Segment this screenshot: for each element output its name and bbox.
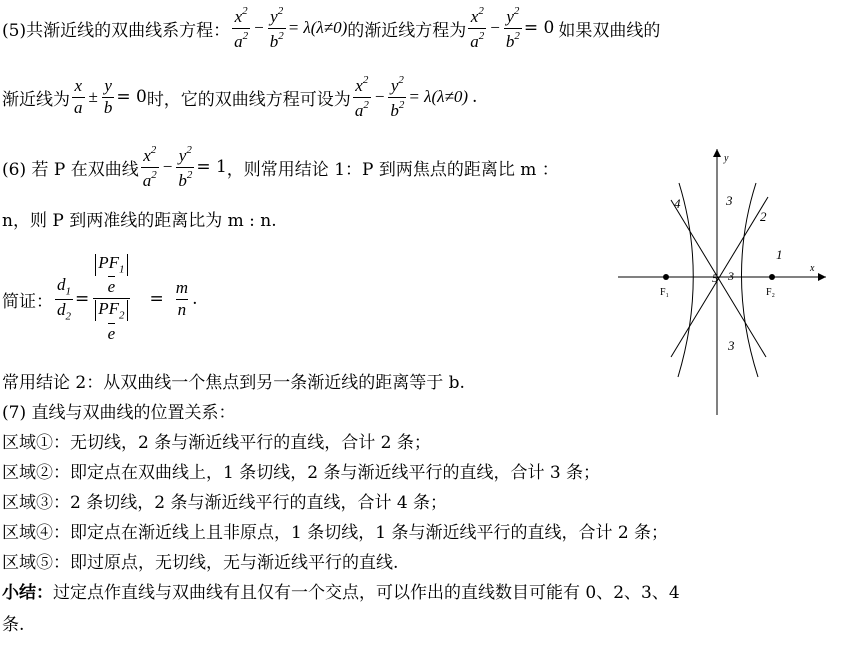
f1-label: F₁: [660, 287, 670, 298]
text-line-6: 区域④：即定点在渐近线上且非原点，1 条切线，1 条与渐近线平行的直线，合计 2 条；: [2, 523, 669, 543]
frac-y-b: $\frac{y}{b}$: [103, 75, 113, 117]
lambda-eq: = λ(λ≠0): [287, 18, 348, 37]
summary-line: [2, 578, 680, 603]
para6-line1: (6) 若 P 在双曲线 $\frac{x^2}{a^2}$ − $\frac{y^2}{b^2}$ = 1 ，则常用结论 1：P 到两焦点的距离比 m ：: [2, 143, 559, 190]
para5-mid: 的渐近线方程为: [347, 20, 467, 41]
x-axis-arrow: [818, 273, 826, 281]
region-3-mid: 3: [728, 269, 734, 283]
frac-x2-a2-b: $\frac{x^2}{a^2}$: [470, 4, 485, 51]
summary-tail: 条.: [2, 615, 25, 635]
frac-m-n: $\frac{m}{n}$: [175, 277, 189, 319]
proof-end: .: [192, 289, 198, 309]
y-axis-arrow: [713, 149, 721, 157]
focus-f1: [663, 274, 669, 280]
para5-suffix: 如果双曲线的: [558, 20, 661, 41]
para5-line1: (5)共渐近线的双曲线系方程： $\frac{x^2}{a^2}$ − $\frac{y^2}{b^2}$ = λ(λ≠0) 的渐近线方程为 $\frac{x^2}{a^2}$ − $\frac{y^2}{b^2}$ = 0 如果双曲线的: [2, 4, 661, 51]
region-4: 4: [674, 196, 681, 211]
proof-eq-2: =: [149, 289, 164, 309]
y-axis-label: y: [724, 153, 729, 164]
region-2: 2: [760, 209, 767, 224]
f2-label: F₂: [766, 287, 776, 298]
text-line-7: 区域⑤：即过原点，无切线，无与渐近线平行的直线.: [2, 553, 399, 573]
frac-x2-a2-d: $\frac{x^2}{a^2}$: [142, 143, 157, 190]
region-3-bottom: 3: [728, 338, 735, 353]
zero-eq: = 0: [523, 18, 555, 38]
text-line-5: 区域③：2 条切线，2 条与渐近线平行的直线，合计 4 条；: [2, 493, 448, 513]
para5b-zero: = 0: [116, 87, 147, 107]
hyperbola-figure: [616, 145, 831, 420]
frac-y2-b2-d: $\frac{y^2}{b^2}$: [178, 143, 193, 190]
frac-x2-a2-c: $\frac{x^2}{a^2}$: [354, 73, 369, 120]
text-line-2: (7) 直线与双曲线的位置关系：: [2, 403, 236, 423]
hyperbola-left-branch: [678, 183, 693, 377]
summary-label: 小结：: [2, 583, 53, 603]
hyperbola-right-branch: [741, 183, 758, 377]
para6-line2: n，则 P 到两准线的距离比为 m : n.: [2, 210, 277, 231]
focus-f2: [769, 274, 775, 280]
para6-one: = 1: [196, 157, 227, 177]
para5b-prefix: 渐近线为: [2, 89, 70, 110]
frac-y2-b2: $\frac{y^2}{b^2}$: [269, 4, 284, 51]
frac-complex: $PF_1$ e $PF_2$ e: [93, 254, 129, 343]
lambda-eq-2: = λ(λ≠0): [408, 87, 469, 106]
para6-prefix: (6) 若 P 在双曲线: [2, 159, 139, 180]
frac-x-a: $\frac{x}{a}$: [74, 75, 83, 117]
para6-suffix: ，则常用结论 1：P 到两焦点的距离比 m ：: [226, 159, 559, 180]
proof-eq-1: =: [75, 289, 90, 309]
frac-d1-d2: $\frac{d_1}{d_2}$: [57, 275, 71, 322]
proof-label: 简证：: [2, 291, 53, 312]
summary-text: 过定点作直线与双曲线有且仅有一个交点，可以作出的直线数目可能有 0、2、3、4: [53, 583, 680, 603]
para5-line2: 渐近线为 $\frac{x}{a}$ ± $\frac{y}{b}$ = 0 时，它的双曲线方程可设为 $\frac{x^2}{a^2}$ − $\frac{y^2}{b^2}$ = λ(λ≠0) .: [2, 73, 478, 120]
para5b-mid: 时，它的双曲线方程可设为: [146, 89, 351, 110]
text-line-1: 常用结论 2：从双曲线一个焦点到另一条渐近线的距离等于 b.: [2, 373, 465, 393]
para5-prefix: (5)共渐近线的双曲线系方程：: [2, 20, 231, 41]
para5b-suffix: .: [472, 87, 478, 107]
frac-x2-a2: $\frac{x^2}{a^2}$: [234, 4, 249, 51]
region-1: 1: [776, 247, 783, 262]
frac-y2-b2-b: $\frac{y^2}{b^2}$: [505, 4, 520, 51]
proof-line: [2, 236, 197, 362]
region-3-top: 3: [726, 193, 733, 208]
x-axis-label: x: [810, 263, 815, 274]
frac-y2-b2-c: $\frac{y^2}{b^2}$: [390, 73, 405, 120]
text-line-4: 区域②：即定点在双曲线上，1 条切线，2 条与渐近线平行的直线，合计 3 条；: [2, 463, 601, 483]
text-line-3: 区域①：无切线，2 条与渐近线平行的直线，合计 2 条；: [2, 433, 431, 453]
region-5: 5: [712, 271, 718, 285]
